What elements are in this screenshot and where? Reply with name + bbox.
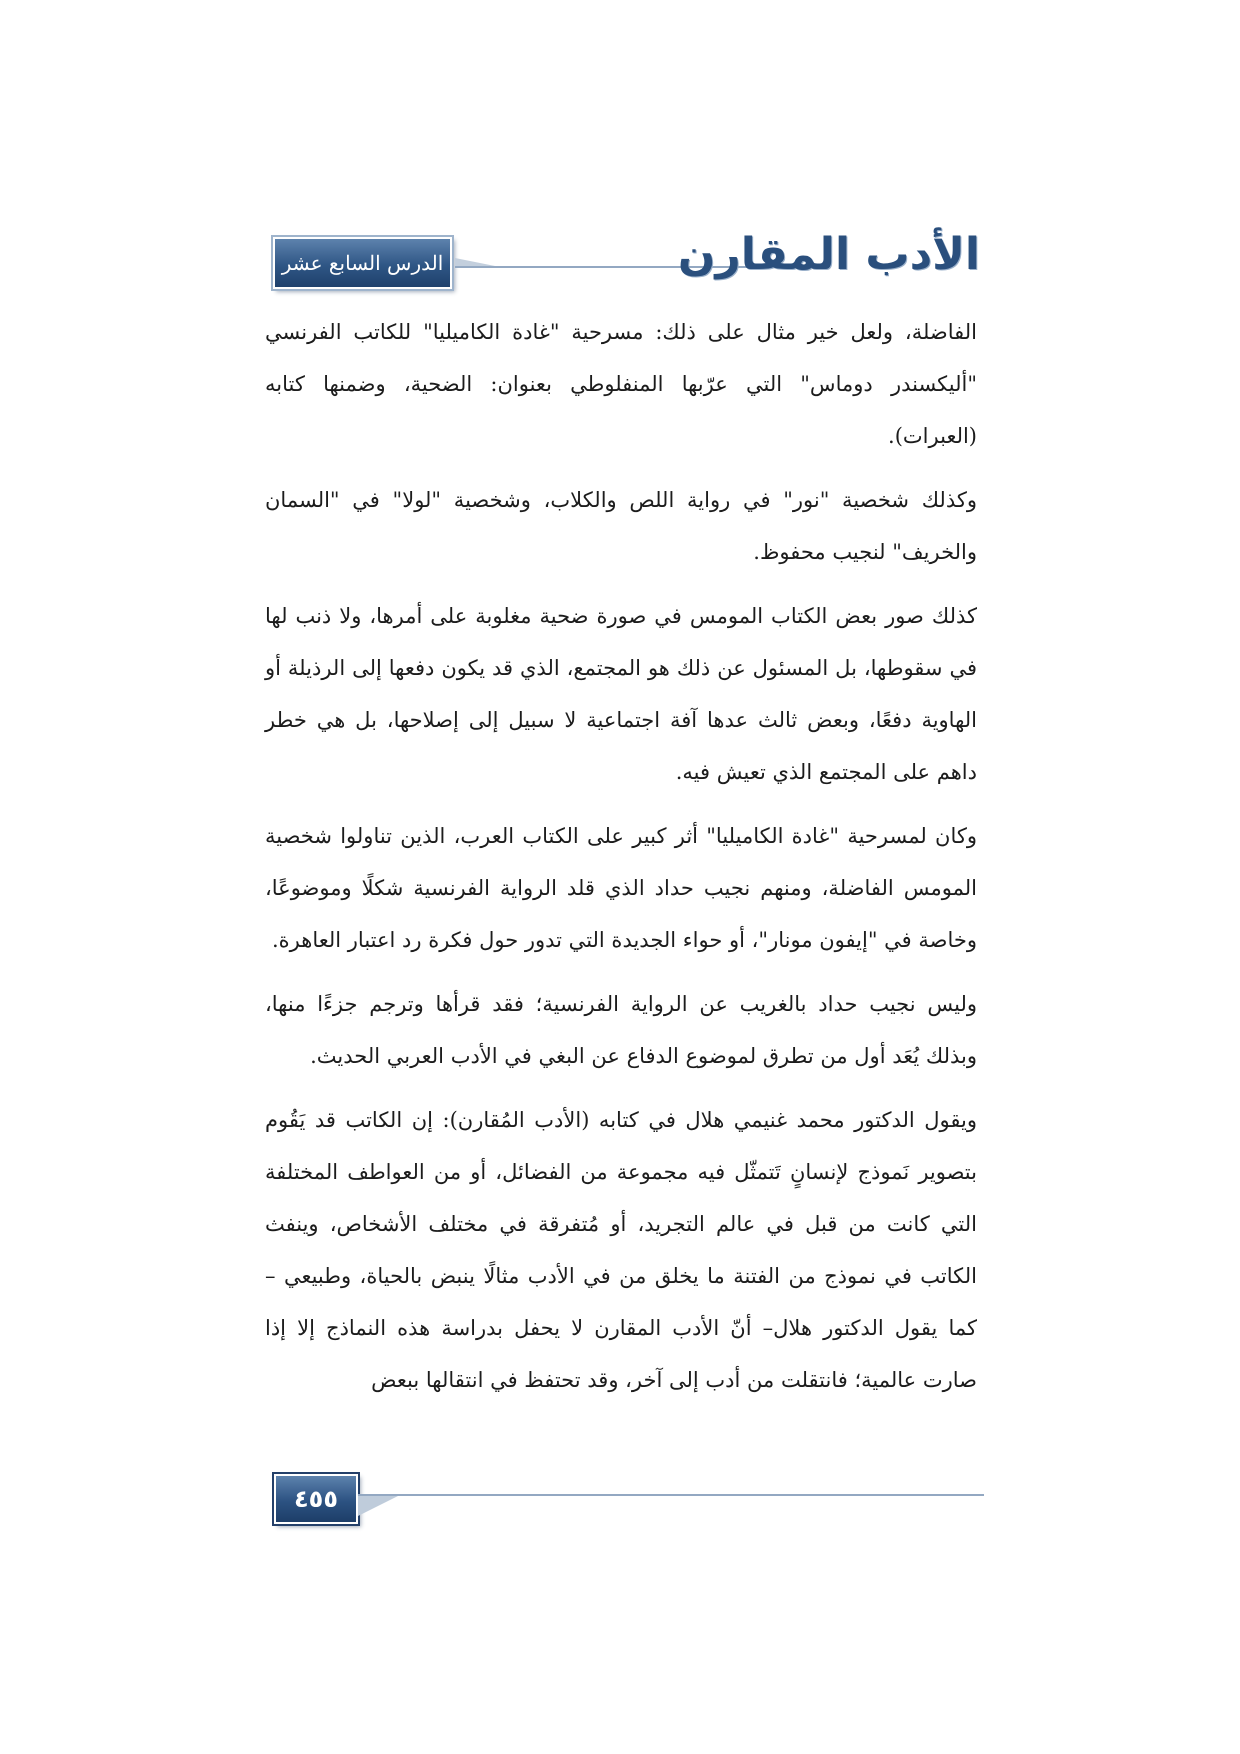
paragraph: وكان لمسرحية "غادة الكاميليا" أثر كبير على الكتاب العرب، الذين تناولوا شخصية المومس الفاضلة، ومنهم نجيب حداد الذي قلد الرواية الفرنسية شكلًا وموضوعًا، وخاصة في "إيفون مونار"، أو حواء الجديدة التي تدور حول فكرة رد اعتبار العاهرة. (265, 824, 977, 952)
page-body (265, 306, 977, 1418)
paragraph: وكذلك شخصية "نور" في رواية اللص والكلاب، وشخصية "لولا" في "السمان والخريف" لنجيب محفوظ. (265, 488, 977, 564)
lesson-badge: الدرس السابع عشر (273, 237, 452, 289)
header-rule-wedge (455, 258, 495, 266)
page-number: ٤٥٥ (274, 1474, 358, 1524)
book-title: الأدب المقارن (677, 229, 980, 280)
page-header (270, 225, 980, 290)
paragraph: ويقول الدكتور محمد غنيمي هلال في كتابه (الأدب المُقارن): إن الكاتب قد يَقُوم بتصوير نَموذج لإنسانٍ تَتمثّل فيه مجموعة من الفضائل، أو من العواطف المختلفة التي كانت من قبل في عالم التجريد، أو مُتفرقة في مختلف الأشخاص، وينفث الكاتب في نموذج من الفتنة ما يخلق من في الأدب مثالًا ينبض بالحياة، وطبيعي – كما يقول الدكتور هلال– أنّ الأدب المقارن لا يحفل بدراسة هذه النماذج إلا إذا صارت عالمية؛ فانتقلت من أدب إلى آخر، وقد تحتفظ في انتقالها ببعض (265, 1108, 977, 1392)
paragraph: وليس نجيب حداد بالغريب عن الرواية الفرنسية؛ فقد قرأها وترجم جزءًا منها، وبذلك يُعَد أول من تطرق لموضوع الدفاع عن البغي في الأدب العربي الحديث. (265, 992, 977, 1068)
paragraph: كذلك صور بعض الكتاب المومس في صورة ضحية مغلوبة على أمرها، ولا ذنب لها في سقوطها، بل المسئول عن ذلك هو المجتمع، الذي قد يكون دفعها إلى الرذيلة أو الهاوية دفعًا، وبعض ثالث عدها آفة اجتماعية لا سبيل إلى إصلاحها، بل هي خطر داهم على المجتمع الذي تعيش فيه. (265, 604, 977, 784)
paragraph: الفاضلة، ولعل خير مثال على ذلك: مسرحية "غادة الكاميليا" للكاتب الفرنسي "أليكسندر دوماس" التي عرّبها المنفلوطي بعنوان: الضحية، وضمنها كتابه (العبرات). (265, 320, 977, 448)
footer-rule-line (358, 1494, 984, 1496)
footer-rule (358, 1494, 984, 1516)
footer-rule-wedge (358, 1496, 398, 1516)
page-footer (274, 1474, 984, 1524)
